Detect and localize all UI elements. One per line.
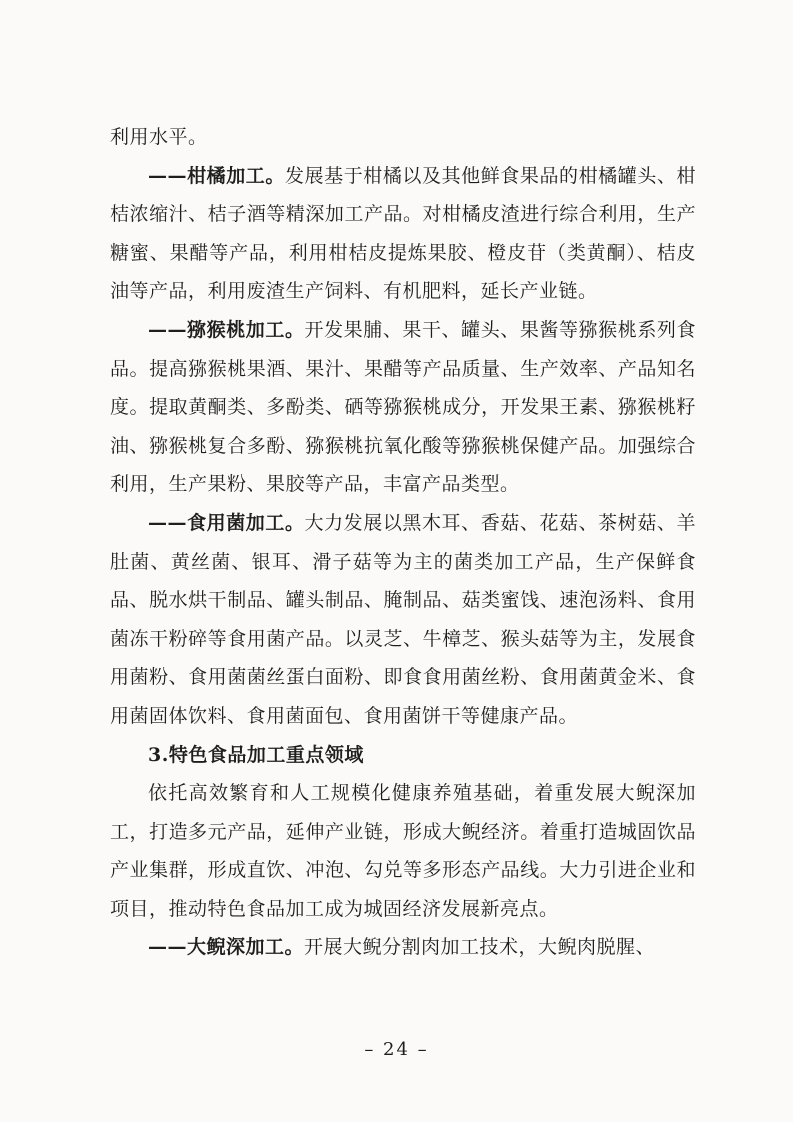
paragraph-text: 发展基于柑橘以及其他鲜食果品的柑橘罐头、柑桔浓缩汁、桔子酒等精深加工产品。对柑橘皮渣进行综合利用，生产糖蜜、果醋等产品，利用柑桔皮提炼果胶、橙皮苷（类黄酮）、桔皮油等产品，利用废渣生产饲料、有机肥料，延长产业链。 <box>110 164 696 303</box>
paragraph-lead: ——柑橘加工。 <box>148 164 285 187</box>
paragraph-lead: ——大鲵深加工。 <box>148 936 305 959</box>
paragraph-continuation <box>110 118 696 157</box>
page-number: – 24 – <box>364 1039 429 1060</box>
paragraph-text: 大力发展以黑木耳、香菇、花菇、茶树菇、羊肚菌、黄丝菌、银耳、滑子菇等为主的菌类加工产品，生产保鲜食品、脱水烘干制品、罐头制品、腌制品、菇类蜜饯、速泡汤料、食用菌冻干粉碎等食用菌产品。以灵芝、牛樟芝、猴头菇等为主，发展食用菌粉、食用菌菌丝蛋白面粉、即食食用菌丝粉、食用菌黄金米、食用菌固体饮料、食用菌面包、食用菌饼干等健康产品。 <box>110 511 696 727</box>
paragraph-text: 开展大鲵分割肉加工技术，大鲵肉脱腥、 <box>304 936 656 959</box>
paragraph-lead: ——食用菌加工。 <box>148 511 305 534</box>
section-heading: 3.特色食品加工重点领域 <box>148 743 364 766</box>
paragraph-mushroom <box>110 504 696 736</box>
paragraph-lead: ——猕猴桃加工。 <box>148 318 305 341</box>
paragraph-text: 开发果脯、果干、罐头、果酱等猕猴桃系列食品。提高猕猴桃果酒、果汁、果醋等产品质量、生产效率、产品知名度。提取黄酮类、多酚类、硒等猕猴桃成分，开发果王素、猕猴桃籽油、猕猴桃复合多酚、猕猴桃抗氧化酸等猕猴桃保健产品。加强综合利用，生产果粉、果胶等产品，丰富产品类型。 <box>110 318 696 496</box>
body-text <box>110 118 696 967</box>
paragraph-kiwi <box>110 311 696 504</box>
paragraph-text: 依托高效繁育和人工规模化健康养殖基础，着重发展大鲵深加工，打造多元产品，延伸产业链，形成大鲵经济。着重打造城固饮品产业集群，形成直饮、冲泡、勾兑等多形态产品线。大力引进企业和项目，推动特色食品加工成为城固经济发展新亮点。 <box>110 782 696 920</box>
paragraph-specialty <box>110 774 696 928</box>
paragraph-citrus <box>110 157 696 311</box>
paragraph-text: 利用水平。 <box>110 126 208 148</box>
paragraph-salamander <box>110 928 696 967</box>
